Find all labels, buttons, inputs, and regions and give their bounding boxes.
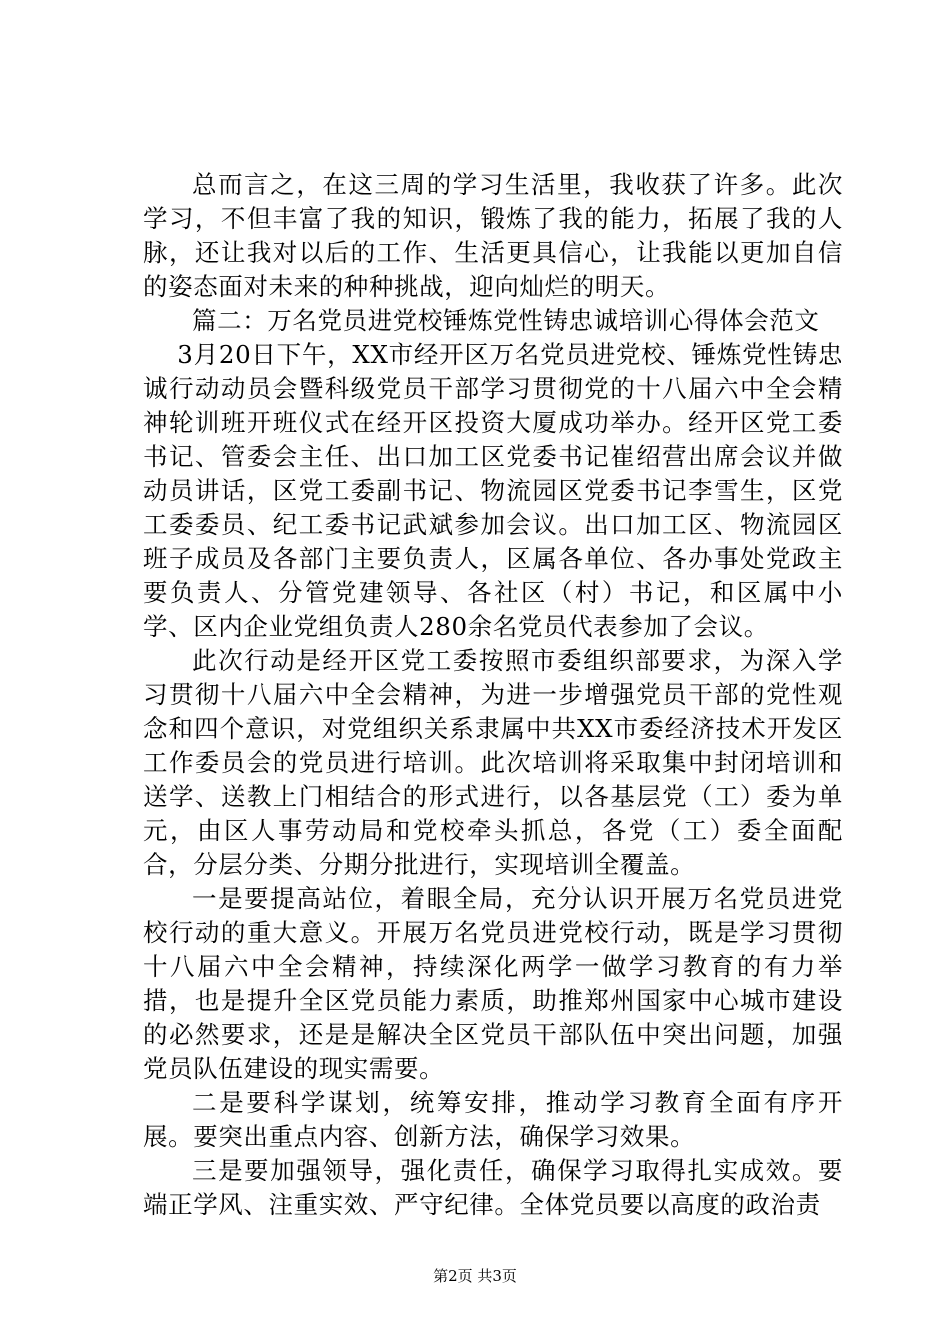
paragraph-point-one: 一是要提高站位，着眼全局，充分认识开展万名党员进党校行动的重大意义。开展万名党员进党校行动，既是学习贯彻十八届六中全会精神，持续深化两学一做学习教育的有力举措，也是提升全区党员能力素质，助推郑州国家中心城市建设的必然要求，还是是解决全区党员干部队伍中突出问题，加强党员队伍建设的现实需要。	[143, 884, 843, 1083]
paragraph-point-two: 二是要科学谋划，统筹安排，推动学习教育全面有序开展。要突出重点内容、创新方法，确保学习效果。	[143, 1088, 843, 1151]
paragraph-summary: 总而言之，在这三周的学习生活里，我收获了许多。此次学习，不但丰富了我的知识，锻炼了我的能力，拓展了我的人脉，还让我对以后的工作、生活更具信心，让我能以更加自信的姿态面对未来的种种挑战，迎向灿烂的明天。	[143, 170, 843, 301]
document-body	[143, 168, 843, 1222]
section-heading: 篇二：万名党员进党校锤炼党性铸忠诚培训心得体会范文	[192, 306, 820, 335]
paragraph-meeting-report: 3月20日下午，XX市经开区万名党员进党校、锤炼党性铸忠诚行动动员会暨科级党员干部学习贯彻党的十八届六中全会精神轮训班开班仪式在经开区投资大厦成功举办。经开区党工委书记、管委会主任、出口加工区党委书记崔绍营出席会议并做动员讲话，区党工委副书记、物流园区党委书记李雪生，区党工委委员、纪工委书记武斌参加会议。出口加工区、物流园区班子成员及各部门主要负责人，区属各单位、各办事处党政主要负责人、分管党建领导、各社区（村）书记，和区属中小学、区内企业党组负责人280余名党员代表参加了会议。	[143, 340, 843, 641]
paragraph-point-three: 三是要加强领导，强化责任，确保学习取得扎实成效。要端正学风、注重实效、严守纪律。全体党员要以高度的政治责	[143, 1156, 843, 1219]
paragraph-action-purpose: 此次行动是经开区党工委按照市委组织部要求，为深入学习贯彻十八届六中全会精神，为进一步增强党员干部的党性观念和四个意识，对党组织关系隶属中共XX市委经济技术开发区工作委员会的党员进行培训。此次培训将采取集中封闭培训和送学、送教上门相结合的形式进行，以各基层党（工）委为单元，由区人事劳动局和党校牵头抓总，各党（工）委全面配合，分层分类、分期分批进行，实现培训全覆盖。	[143, 646, 843, 879]
page-number-footer: 第2页 共3页	[433, 1267, 517, 1285]
